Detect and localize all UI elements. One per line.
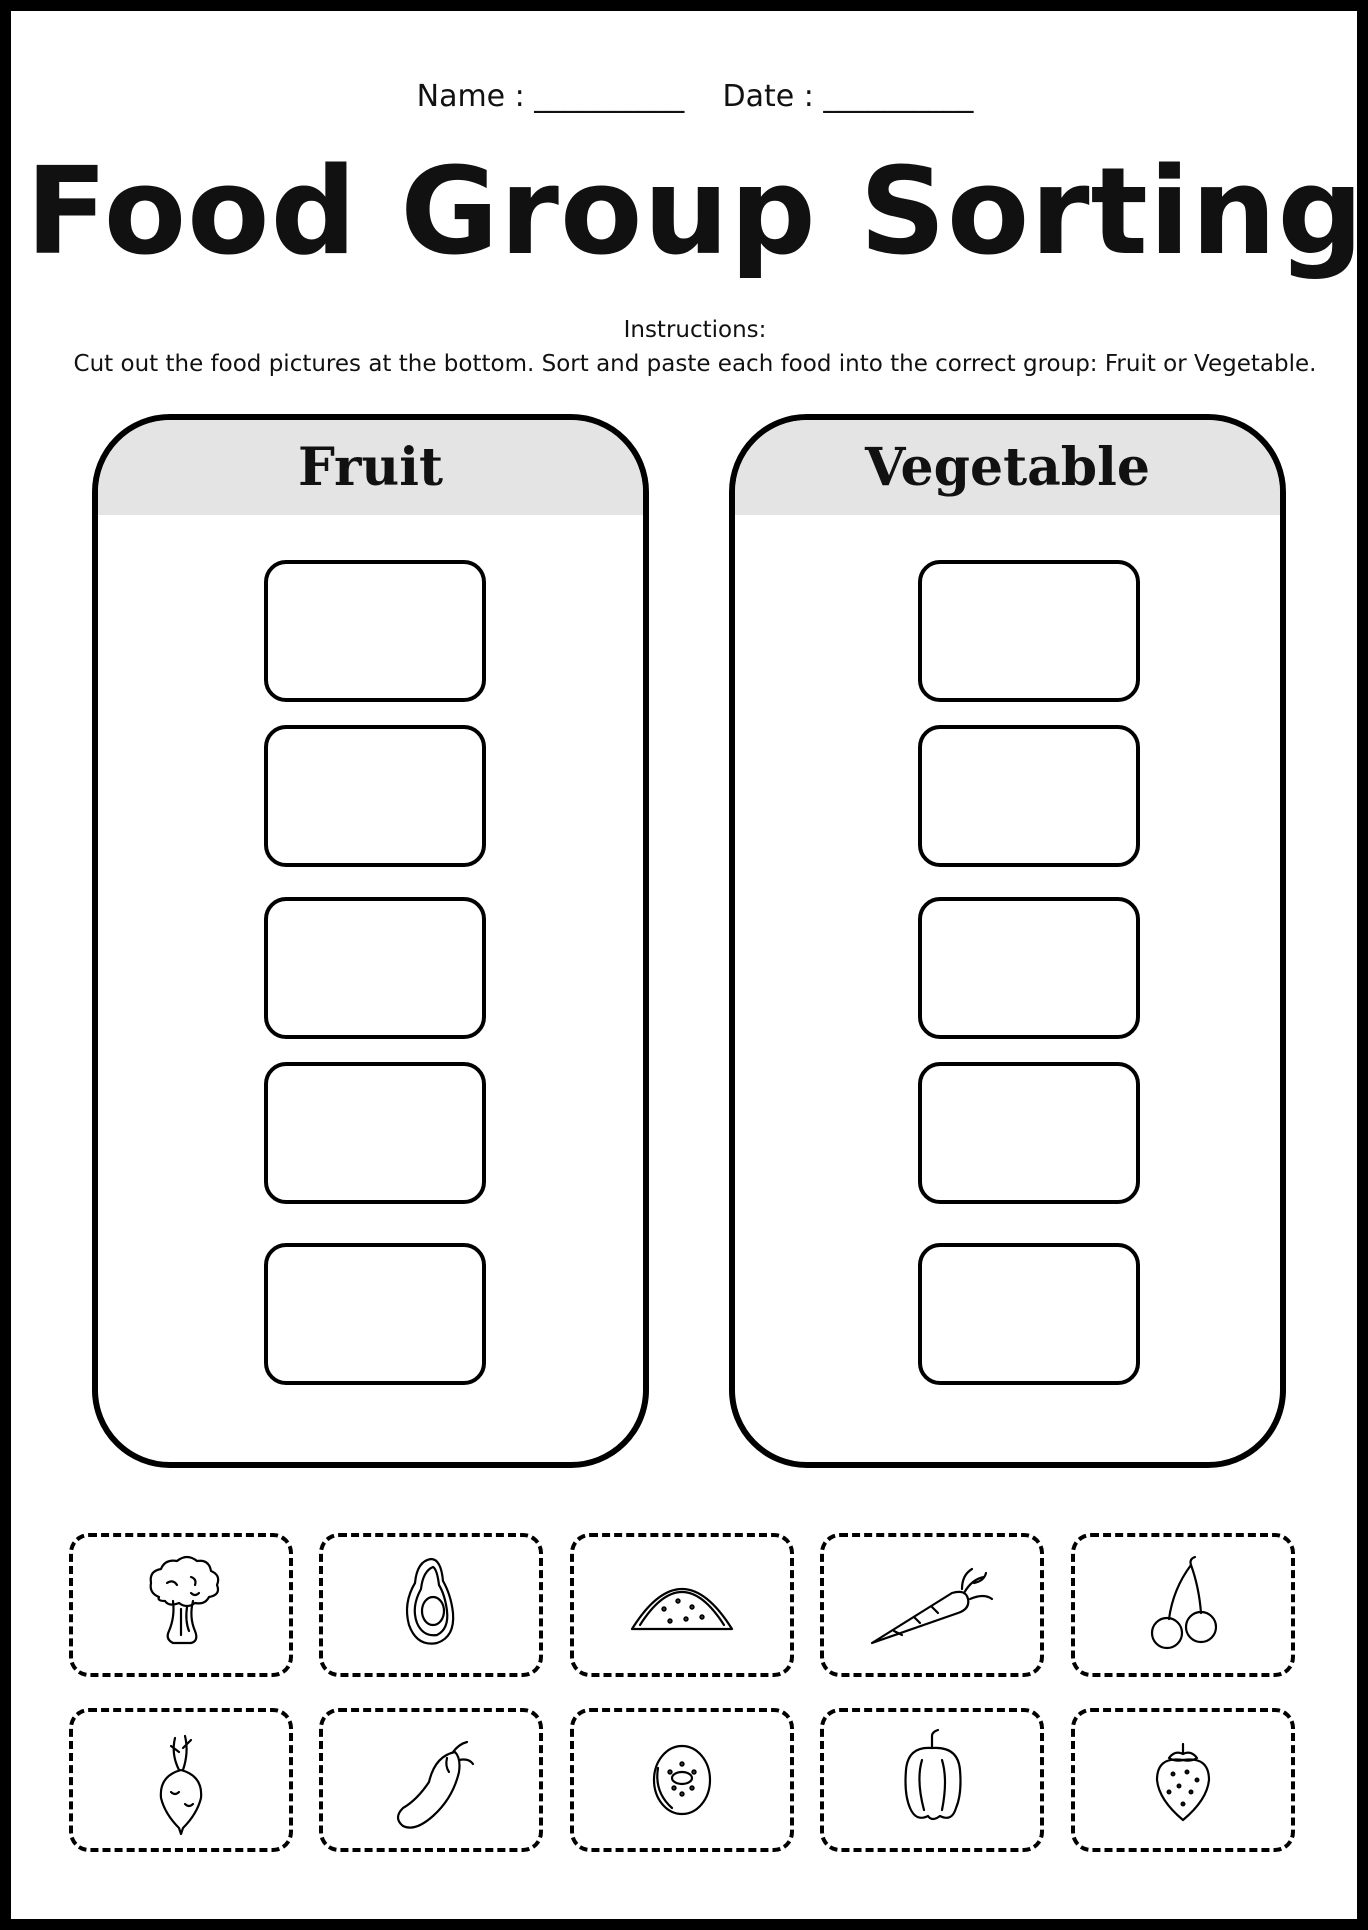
cutout-card-carrot[interactable] [820, 1533, 1044, 1677]
cutout-card-broccoli[interactable] [69, 1533, 293, 1677]
cutout-card-eggplant[interactable] [319, 1708, 543, 1852]
vegetable-group-heading: Vegetable [735, 420, 1280, 515]
cutout-card-avocado[interactable] [319, 1533, 543, 1677]
cutout-card-watermelon[interactable] [570, 1533, 794, 1677]
name-field[interactable]: Name : __________ [416, 79, 685, 114]
cherries-icon [1075, 1537, 1291, 1673]
vegetable-paste-slot[interactable] [918, 1062, 1140, 1204]
page-title: Food Group Sorting [25, 143, 1365, 282]
vegetable-paste-slot[interactable] [918, 897, 1140, 1039]
watermelon-slice-icon [574, 1537, 790, 1673]
fruit-paste-slot[interactable] [264, 725, 486, 867]
cutout-card-beet[interactable] [69, 1708, 293, 1852]
header-fields [11, 79, 1368, 114]
vegetable-paste-slot[interactable] [918, 725, 1140, 867]
fruit-group-panel [92, 414, 649, 1468]
fruit-paste-slot[interactable] [264, 1062, 486, 1204]
avocado-icon [323, 1537, 539, 1673]
vegetable-paste-slot[interactable] [918, 1243, 1140, 1385]
fruit-group-heading: Fruit [98, 420, 643, 515]
fruit-paste-slot[interactable] [264, 897, 486, 1039]
strawberry-icon [1075, 1712, 1291, 1848]
cutout-card-strawberry[interactable] [1071, 1708, 1295, 1852]
eggplant-icon [323, 1712, 539, 1848]
cutout-card-cherries[interactable] [1071, 1533, 1295, 1677]
instructions-text: Cut out the food pictures at the bottom. Sort and paste each food into the correct group: Fruit or Vegetable. [73, 351, 1317, 377]
beet-icon [73, 1712, 289, 1848]
carrot-icon [824, 1537, 1040, 1673]
fruit-paste-slot[interactable] [264, 1243, 486, 1385]
cutout-card-kiwi[interactable] [570, 1708, 794, 1852]
fruit-paste-slot[interactable] [264, 560, 486, 702]
broccoli-icon [73, 1537, 289, 1673]
date-field[interactable]: Date : __________ [722, 79, 974, 114]
vegetable-group-panel [729, 414, 1286, 1468]
vegetable-paste-slot[interactable] [918, 560, 1140, 702]
kiwi-icon [574, 1712, 790, 1848]
bell-pepper-icon [824, 1712, 1040, 1848]
instructions-label: Instructions: [623, 317, 767, 343]
cutout-card-bell-pepper[interactable] [820, 1708, 1044, 1852]
